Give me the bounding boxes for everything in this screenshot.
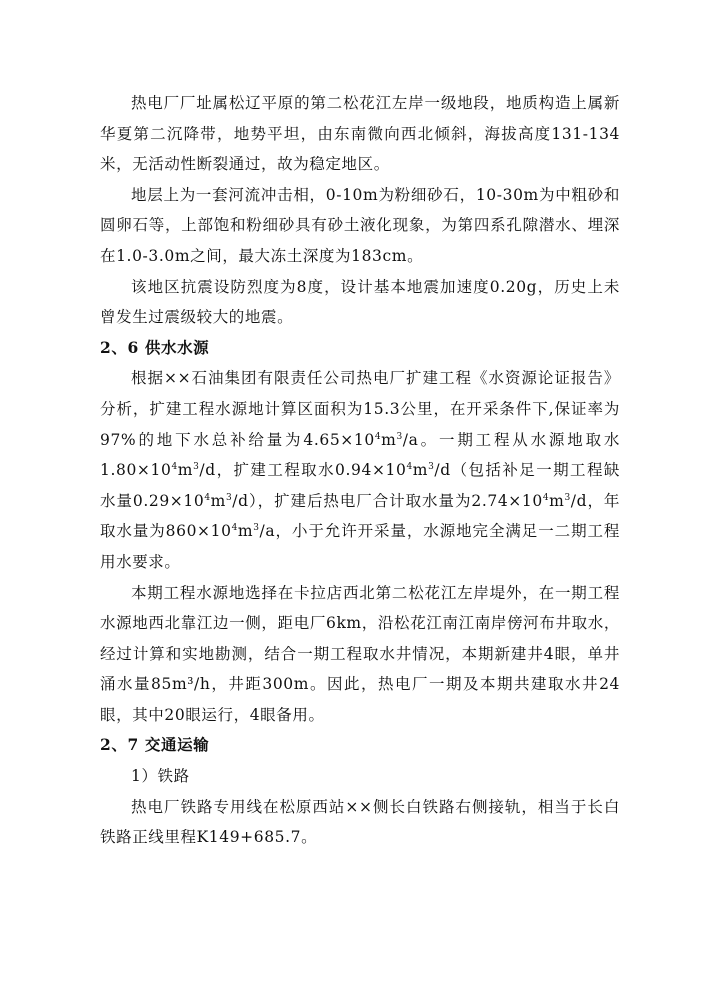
paragraph-water-source-location: 本期工程水源地选择在卡拉店西北第二松花江左岸堤外，在一期工程水源地西北靠江边一侧，距电厂6km，沿松花江南江南岸傍河布井取水，经过计算和实地勘测，结合一期工程取水井情况，本期新建井4眼，单井涌水量85m³/h，井距300m。因此，热电厂一期及本期共建取水井24眼，其中20眼运行，4眼备用。 — [100, 583, 620, 724]
paragraph-water-analysis — [100, 363, 620, 577]
section-heading-transport: 2、7 交通运输 — [100, 735, 210, 755]
paragraph-strata: 地层上为一套河流冲击相，0-10m为粉细砂石，10-30m为中粗砂和圆卵石等，上部饱和粉细砂具有砂土液化现象，为第四系孔隙潜水、埋深在1.0-3.0m之间，最大冻土深度为183cm。 — [100, 185, 620, 265]
text-run: /d，年取水量为860×10 — [100, 491, 621, 541]
superscript: 3 — [193, 461, 200, 472]
text-run: m — [177, 461, 194, 480]
paragraph-seismic: 该地区抗震设防烈度为8度，设计基本地震加速度0.20g，历史上未曾发生过震级较大的地震。 — [100, 277, 620, 327]
text-run: /d），扩建后热电厂合计取水量为2.74×10 — [232, 491, 543, 510]
superscript: 3 — [428, 461, 435, 472]
section-heading-water-supply: 2、6 供水水源 — [100, 337, 210, 357]
paragraph-railway: 热电厂铁路专用线在松原西站××侧长白铁路右侧接轨，相当于长白铁路正线里程K149+685.7。 — [100, 797, 620, 847]
superscript: 3 — [564, 492, 571, 503]
text-run: /a，小于允许开采量，水源地完全满足一二期工程用水要求。 — [100, 522, 621, 571]
text-run: m — [549, 491, 565, 510]
text-run: m — [412, 461, 429, 480]
text-run: m — [237, 522, 254, 541]
superscript: 3 — [396, 431, 403, 442]
superscript: 4 — [406, 461, 413, 472]
superscript: 4 — [542, 492, 550, 503]
superscript: 3 — [225, 492, 233, 503]
paragraph-geology: 热电厂厂址属松辽平原的第二松花江左岸一级地段，地质构造上属新华夏第二沉降带，地势平坦，由东南微向西北倾斜，海拔高度131-134米，无活动性断裂通过，故为稳定地区。 — [100, 94, 620, 174]
superscript: 4 — [374, 431, 382, 442]
text-run: m — [381, 430, 397, 449]
superscript: 4 — [231, 523, 238, 534]
list-item-railway: 1）铁路 — [131, 767, 190, 786]
superscript: 4 — [171, 461, 178, 472]
text-run: /d，扩建工程取水0.94×10 — [199, 461, 407, 480]
document-body — [100, 88, 620, 853]
text-run: /a。一期工程从水源地取水1.80×10 — [100, 430, 621, 480]
text-run: m — [210, 491, 226, 510]
text-run: /d（包括补足一期工程缺水量0.29×10 — [100, 461, 620, 510]
text-run: 根据××石油集团有限责任公司热电厂扩建工程《水资源论证报告》分析，扩建工程水源地计算区面积为15.3公里，在开采条件下,保证率为97%的地下水总补给量为4.65×10 — [100, 369, 620, 449]
superscript: 3 — [253, 523, 260, 534]
superscript: 4 — [204, 492, 211, 503]
